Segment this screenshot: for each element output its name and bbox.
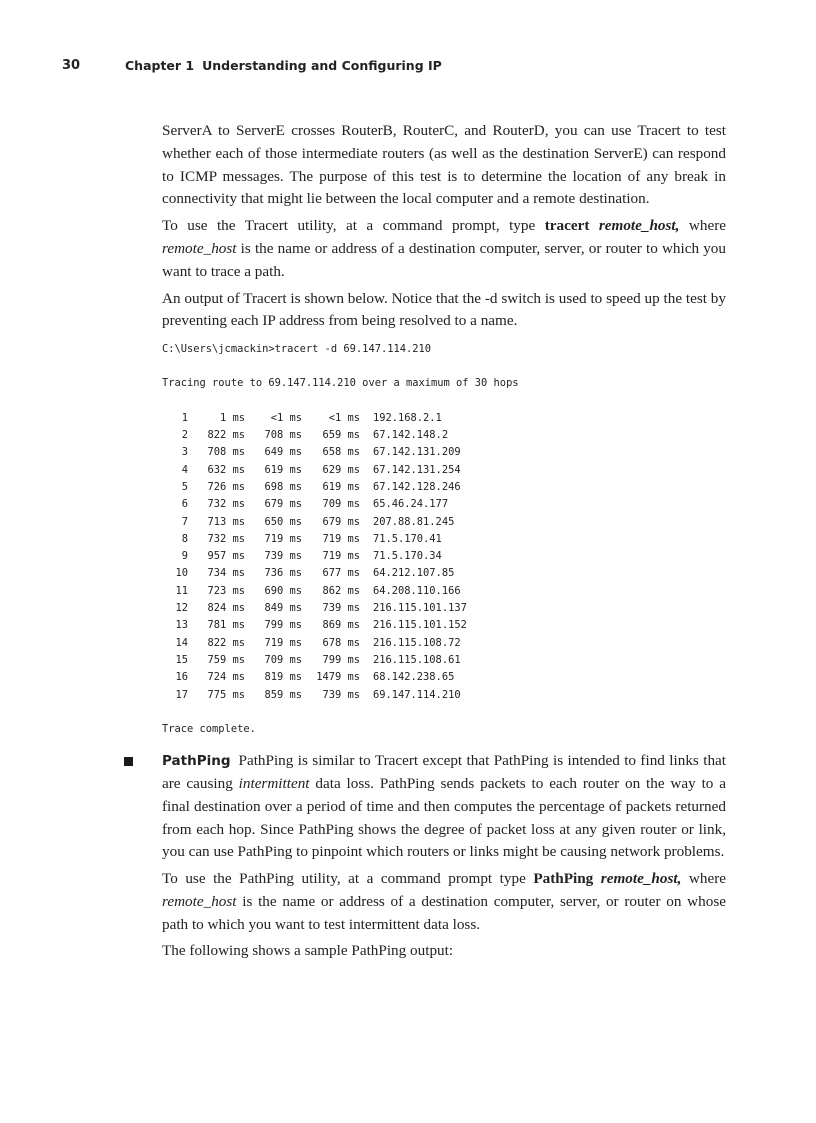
hop-number: 5 [181,480,188,493]
hop-time-1: 713 ms [207,515,245,528]
hop-row [168,617,467,634]
hop-time-1: 723 ms [207,584,245,597]
hop-number: 17 [175,688,188,701]
hop-row [168,462,467,479]
hop-time-1: 775 ms [207,688,245,701]
hop-time-2: 709 ms [264,653,302,666]
hop-time-2: 819 ms [264,671,302,684]
hop-time-3: 719 ms [322,532,360,545]
hop-time-1: 732 ms [207,498,245,511]
tracert-hops-table [168,410,467,704]
hop-ip-address: 69.147.114.210 [373,688,461,701]
chapter-heading [125,58,442,73]
hop-time-3: 629 ms [322,463,360,476]
hop-time-2: 859 ms [264,688,302,701]
hop-time-1: 1 ms [219,411,245,424]
hop-time-3: 659 ms [322,429,360,442]
hop-time-2: 719 ms [264,636,302,649]
hop-ip-address: 67.142.128.246 [373,480,461,493]
hop-time-3: 739 ms [322,688,360,701]
hop-number: 7 [181,515,188,528]
code-trace-complete: Trace complete. [162,722,256,735]
page-content [162,120,726,967]
hop-ip-address: 64.212.107.85 [373,567,455,580]
hop-time-2: 719 ms [264,532,302,545]
hop-row [168,548,467,565]
pathping-command: PathPing [533,870,594,888]
hop-row [168,496,467,513]
hop-row [168,565,467,582]
paragraph-tracert-intro: ServerA to ServerE crosses RouterB, RouterC, and RouterD, you can use Tracert to test whether each of those intermediate routers (as well as the destination ServerE) can respond to ICMP messages. The purpose of this test is to determine the location of any break in connectivity that might lie between the local computer and a remote destination. [162,122,726,208]
hop-ip-address: 216.115.108.61 [373,653,461,666]
hop-ip-address: 207.88.81.245 [373,515,455,528]
hop-time-2: 739 ms [264,550,302,563]
hop-time-2: 736 ms [264,567,302,580]
hop-number: 12 [175,602,188,615]
hop-time-3: 739 ms [322,602,360,615]
paragraph-tracert-usage: To use the Tracert utility, at a command prompt, type tracert remote_host, where remote_host is the name or address of a destination computer, server, or router to which you want to trace a path. [162,217,727,280]
hop-time-2: 619 ms [264,463,302,476]
hop-row [168,669,467,686]
hop-time-3: 869 ms [322,619,360,632]
hop-time-1: 957 ms [207,550,245,563]
hop-number: 8 [181,532,188,545]
hop-time-1: 708 ms [207,446,245,459]
hop-time-1: 726 ms [207,480,245,493]
hop-row [168,410,467,427]
chapter-title: Understanding and Configuring IP [202,58,442,73]
hop-number: 9 [181,550,188,563]
hop-time-1: 822 ms [207,429,245,442]
running-header [0,58,816,78]
hop-row [168,600,467,617]
hop-time-1: 632 ms [207,463,245,476]
hop-row [168,531,467,548]
hop-time-1: 781 ms [207,619,245,632]
hop-row [168,444,467,461]
hop-time-2: 698 ms [264,480,302,493]
hop-number: 10 [175,567,188,580]
bullet-square-icon [124,757,133,766]
hop-ip-address: 71.5.170.34 [373,550,442,563]
hop-number: 2 [181,429,188,442]
hop-time-3: 799 ms [322,653,360,666]
hop-row [168,583,467,600]
hop-ip-address: 67.142.131.254 [373,463,461,476]
hop-ip-address: 64.208.110.166 [373,584,461,597]
hop-ip-address: 65.46.24.177 [373,498,449,511]
hop-time-1: 759 ms [207,653,245,666]
remote-host-arg: remote_host, [598,217,680,235]
hop-time-3: 658 ms [322,446,360,459]
paragraph-tracert-output: An output of Tracert is shown below. Notice that the -d switch is used to speed up the test by preventing each IP address from being resolved to a name. [162,289,726,330]
hop-ip-address: 68.142.238.65 [373,671,455,684]
hop-time-1: 734 ms [207,567,245,580]
hop-time-3: <1 ms [328,411,360,424]
hop-time-1: 732 ms [207,532,245,545]
hop-number: 14 [175,636,188,649]
hop-time-2: 708 ms [264,429,302,442]
hop-time-3: 719 ms [322,550,360,563]
chapter-label: Chapter 1 [125,58,195,73]
hop-ip-address: 67.142.131.209 [373,446,461,459]
hop-row [168,427,467,444]
hop-time-2: 849 ms [264,602,302,615]
hop-time-2: 649 ms [264,446,302,459]
hop-row [168,652,467,669]
hop-number: 16 [175,671,188,684]
tracert-command: tracert [544,217,590,235]
hop-number: 6 [181,498,188,511]
hop-time-1: 724 ms [207,671,245,684]
hop-time-3: 1479 ms [316,671,360,684]
hop-number: 11 [175,584,188,597]
hop-time-3: 619 ms [322,480,360,493]
hop-time-1: 822 ms [207,636,245,649]
hop-row [168,635,467,652]
code-command-line: C:\Users\jcmackin>tracert -d 69.147.114.210 [162,343,431,356]
hop-time-2: 650 ms [264,515,302,528]
hop-time-2: 679 ms [264,498,302,511]
hop-ip-address: 67.142.148.2 [373,429,449,442]
paragraph-pathping-intro: PathPing PathPing is similar to Tracert except that PathPing is intended to find links that are causing intermittent data loss. PathPing sends packets to each router on the way to a final destination over a period of time and then computes the percentage of packets returned from each hop. Since PathPing shows the degree of packet loss at any given router or link, you can use PathPing to pinpoint which routers or links might be causing network problems. [162,752,726,861]
hop-time-2: 799 ms [264,619,302,632]
hop-ip-address: 216.115.101.152 [373,619,467,632]
hop-number: 4 [181,463,188,476]
hop-time-3: 862 ms [322,584,360,597]
code-tracing-line: Tracing route to 69.147.114.210 over a maximum of 30 hops [162,377,519,390]
hop-time-3: 679 ms [322,515,360,528]
hop-time-2: <1 ms [270,411,302,424]
hop-number: 15 [175,653,188,666]
hop-number: 13 [175,619,188,632]
hop-row [168,687,467,704]
hop-ip-address: 216.115.108.72 [373,636,461,649]
bullet-pathping [162,750,726,864]
hop-number: 3 [181,446,188,459]
hop-time-1: 824 ms [207,602,245,615]
pathping-term: PathPing [162,753,231,770]
hop-time-3: 678 ms [322,636,360,649]
hop-ip-address: 71.5.170.41 [373,532,442,545]
paragraph-pathping-sample: The following shows a sample PathPing output: [162,942,454,960]
hop-time-3: 709 ms [322,498,360,511]
hop-ip-address: 192.168.2.1 [373,411,442,424]
hop-number: 1 [181,411,188,424]
page-number: 30 [62,58,81,73]
hop-ip-address: 216.115.101.137 [373,602,467,615]
hop-row [168,514,467,531]
paragraph-pathping-usage: To use the PathPing utility, at a command prompt type PathPing remote_host, where remote_host is the name or address of a destination computer, server, or router on whose path to which you want to test intermittent data loss. [162,870,727,933]
hop-row [168,479,467,496]
hop-time-2: 690 ms [264,584,302,597]
hop-time-3: 677 ms [322,567,360,580]
